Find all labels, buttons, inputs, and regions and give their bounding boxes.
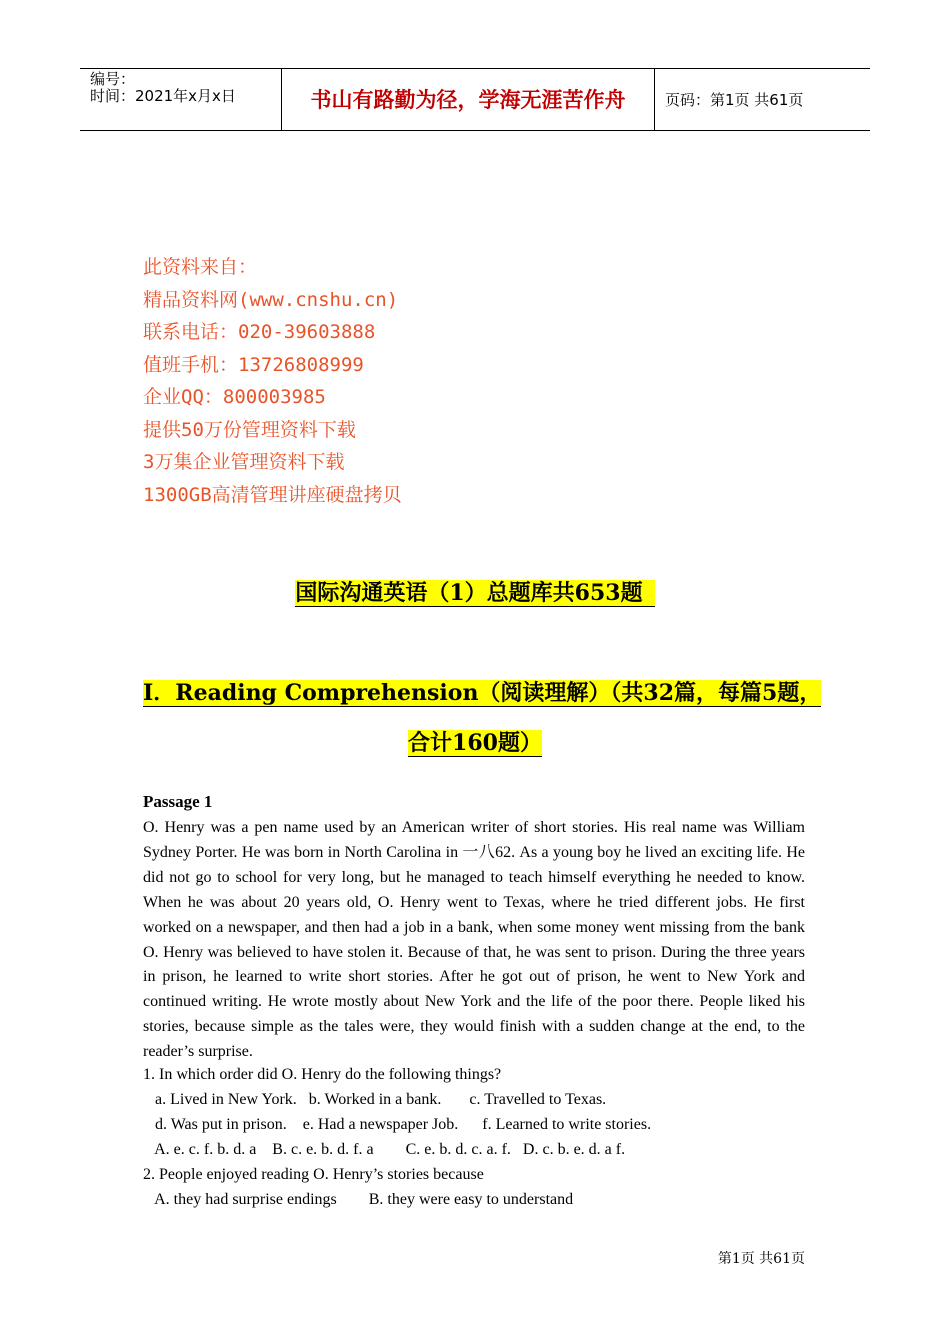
question-line: 2. People enjoyed reading O. Henry’s stories because (143, 1166, 484, 1183)
question-line: A. they had surprise endings B. they were easy to understand (143, 1191, 574, 1208)
source-line: 联系电话：020-39603888 (143, 321, 376, 343)
header-page-info: 页码：第1页 共61页 (665, 91, 804, 109)
section-title-line2 (0, 726, 950, 757)
question-line: a. Lived in New York. b. Worked in a bank. c. Travelled to Texas. (143, 1091, 607, 1108)
source-line: 提供50万份管理资料下载 (143, 418, 356, 441)
source-info-block (143, 251, 402, 511)
page-footer: 第1页 共61页 (717, 1251, 805, 1267)
document-title-text: 国际沟通英语（1）总题库共653题 (295, 580, 654, 607)
page-header (80, 68, 870, 131)
source-line: 3万集企业管理资料下载 (143, 451, 345, 473)
question-line: 1. In which order did O. Henry do the following things? (143, 1066, 502, 1083)
number-label: 编号： (90, 70, 136, 88)
question-line: d. Was put in prison. e. Had a newspaper Job. f. Learned to write stories. (143, 1116, 652, 1133)
source-line: 企业QQ：800003985 (143, 386, 326, 408)
source-line: 值班手机：13726808999 (143, 353, 364, 376)
passage-title: Passage 1 (143, 792, 213, 811)
section-title-text: I．Reading Comprehension（阅读理解）（共32篇，每篇5题， (143, 680, 822, 706)
source-line: 精品资料网(www.cnshu.cn) (143, 288, 399, 311)
source-line: 1300GB高清管理讲座硬盘拷贝 (143, 483, 402, 506)
time-label: 时间：2021年x月x日 (90, 87, 236, 105)
header-divider (654, 69, 655, 130)
section-title-line1 (143, 676, 821, 707)
section-title-text: 合计160题） (408, 730, 542, 756)
document-title (0, 576, 950, 607)
passage-text: O. Henry was a pen name used by an American writer of short stories. His real name was William Sydney Porter. He was born in North Carolina in 一八62. As a young boy he lived an exciting life. He did not go to school for very long, but he managed to teach himself everything he needed to know. When he was about 20 years old, O. Henry went to Texas, where he tried different jobs. He first worked on a newspaper, and then had a job in a bank, when some money went missing from the bank O. Henry was believed to have stolen it. Because of that, he was sent to prison. During the three years in prison, he learned to write short stories. After he got out of prison, he went to New York and continued writing. He wrote mostly about New York and the life of the poor there. People liked his stories, because simple as the tales were, they would finish with a sudden change at the end, to the reader’s surprise. (143, 819, 805, 1061)
source-line: 此资料来自： (143, 256, 258, 278)
question-line: A. e. c. f. b. d. a B. c. e. b. d. f. a C. e. b. d. c. a. f. D. c. b. e. d. a f. (143, 1141, 626, 1158)
header-meta (90, 71, 236, 105)
header-motto: 书山有路勤为径，学海无涯苦作舟 (310, 88, 626, 112)
